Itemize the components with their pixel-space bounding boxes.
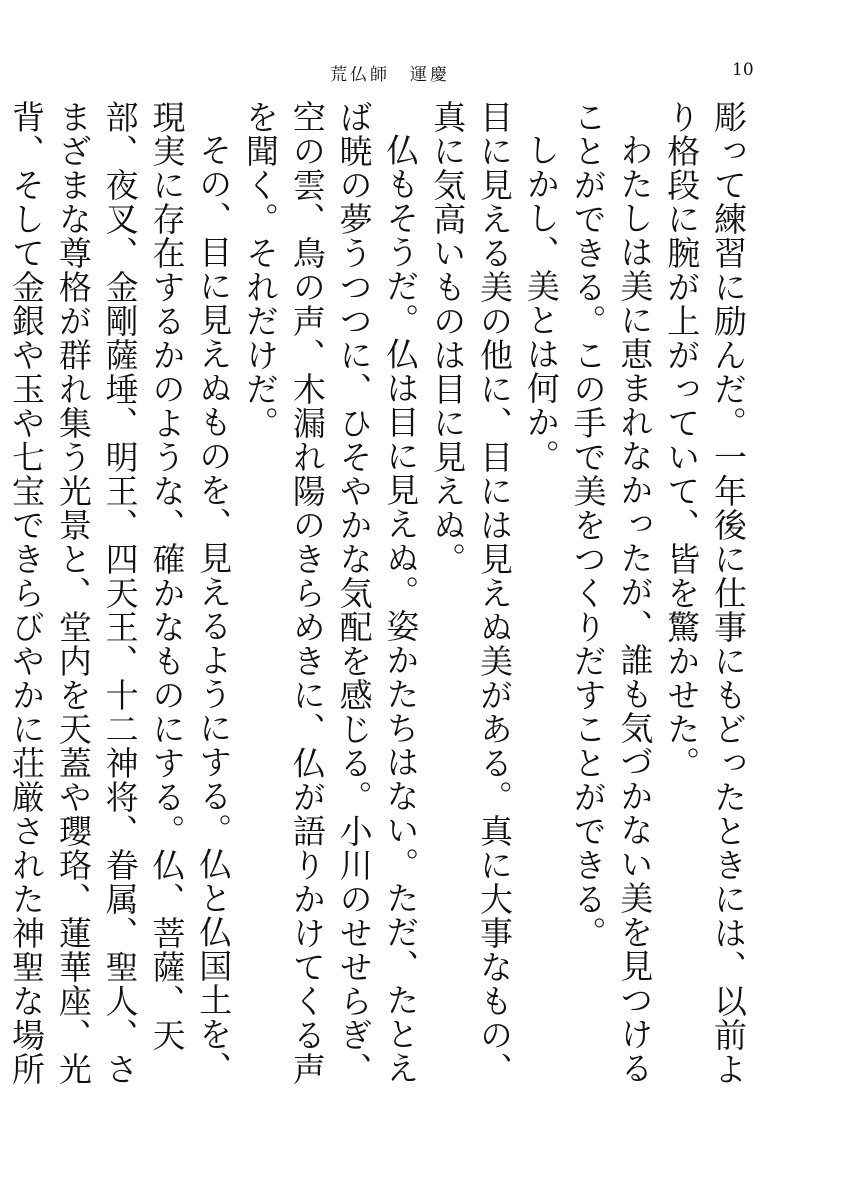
paragraph: わたしは美に恵まれなかったが、誰も気づかない美を見つけることができる。この手で美をつくりだすことができる。: [568, 100, 655, 1085]
paragraph: 彫って練習に励んだ。一年後に仕事にもどったときには、以前より格段に腕が上がっていて、皆を驚かせた。: [662, 100, 748, 1086]
paragraph: しかし、美とは何か。: [521, 133, 561, 473]
vertical-body-text: [7, 100, 751, 1110]
paragraph: その、目に見えぬものを、見えるようにする。仏と仏国土を、現実に存在するかのような、確かなものにする。仏、菩薩、天部、夜叉、金剛薩埵、明王、四天王、十二神将、眷属、聖人、さまざまな尊格が群れ集う光景と、堂内を天蓋や瓔珞、蓮華座、光背、そして金銀や玉や七宝できらびやかに荘厳された神聖な場所: [7, 100, 234, 1086]
running-title: 荒仏師 運慶: [330, 65, 450, 85]
paragraph: 目に見える美の他に、目には見えぬ美がある。真に大事なもの、真に気高いものは目に見えぬ。: [428, 100, 515, 1086]
page-number: 10: [732, 60, 754, 80]
paragraph: 仏もそうだ。仏は目に見えぬ。姿かたちはない。ただ、たとえば暁の夢うつつに、ひそやかな気配を感じる。小川のせせらぎ、空の雲、鳥の声、木漏れ陽のきらめきに、仏が語りかけてくる声を聞く。それだけだ。: [241, 100, 421, 1086]
